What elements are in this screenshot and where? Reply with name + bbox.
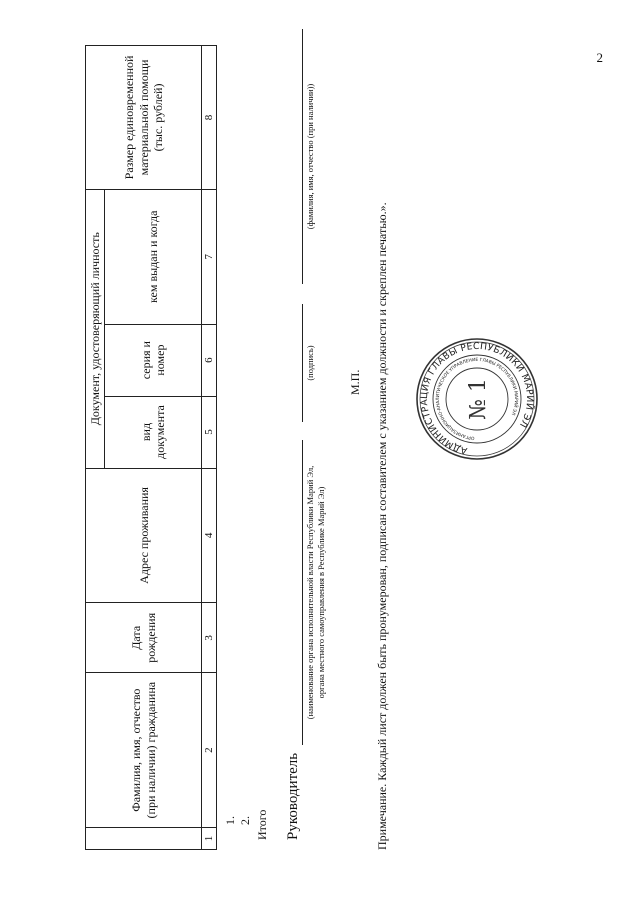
official-stamp: [413, 335, 541, 463]
full-name-caption: (фамилия, имя, отчество (при наличии)): [305, 83, 315, 230]
stamp-inner-text: ОРГАНИЗАЦИОННО-АНАЛИТИЧЕСКОЕ УПРАВЛЕНИЕ ГЛАВЫ РЕСПУБЛИКИ МАРИЙ ЭЛ: [435, 357, 519, 440]
seal-place-label: М.П.: [348, 369, 362, 395]
header-aid-amount: Размер единовременной материальной помощи (тыс. рублей): [86, 46, 202, 190]
header-full-name: Фамилия, имя, отчество (при наличии) гражданина: [86, 673, 202, 828]
head-label: Руководитель: [285, 752, 301, 840]
stamp-outer-text: АДМИНИСТРАЦИЯ ГЛАВЫ РЕСПУБЛИКИ МАРИЙ ЭЛ: [418, 340, 536, 456]
citizens-table: [85, 45, 217, 850]
signature-caption: (подпись): [305, 345, 315, 381]
page-number: 2: [596, 50, 603, 65]
org-name-line: [302, 440, 303, 745]
column-number: 2: [202, 673, 217, 828]
header-series-number: серия и номер: [105, 324, 202, 396]
note-text: Примечание. Каждый лист должен быть пронумерован, подписан составителем с указанием должности и скреплен печатью.».: [375, 202, 389, 850]
header-document-type: вид документа: [105, 396, 202, 468]
header-birth-date: Дата рождения: [86, 603, 202, 673]
column-number: 6: [202, 324, 217, 396]
header-issued-by: кем выдан и когда: [105, 189, 202, 324]
total-label: Итого: [255, 809, 269, 840]
row-numbers: [223, 816, 253, 825]
column-number: 7: [202, 189, 217, 324]
row-number: 1.: [223, 816, 237, 825]
column-number: 4: [202, 468, 217, 603]
org-name-caption: (наименование органа исполнительной власти Республики Марий Эл, органа местного самоуправления в Республике Марий Эл): [305, 465, 326, 720]
column-number: 3: [202, 603, 217, 673]
column-number: 5: [202, 396, 217, 468]
stamp-number: № 1: [466, 378, 491, 420]
signature-block: [280, 20, 340, 840]
header-identity-document: Документ, удостоверяющий личность: [86, 189, 105, 468]
header-address: Адрес проживания: [86, 468, 202, 603]
full-name-line: [302, 29, 303, 284]
column-number: 1: [202, 828, 217, 850]
landscape-sheet: [30, 0, 590, 850]
row-number: 2.: [238, 816, 252, 825]
header-col-1: [86, 828, 202, 850]
column-number: 8: [202, 46, 217, 190]
signature-line: [302, 304, 303, 422]
